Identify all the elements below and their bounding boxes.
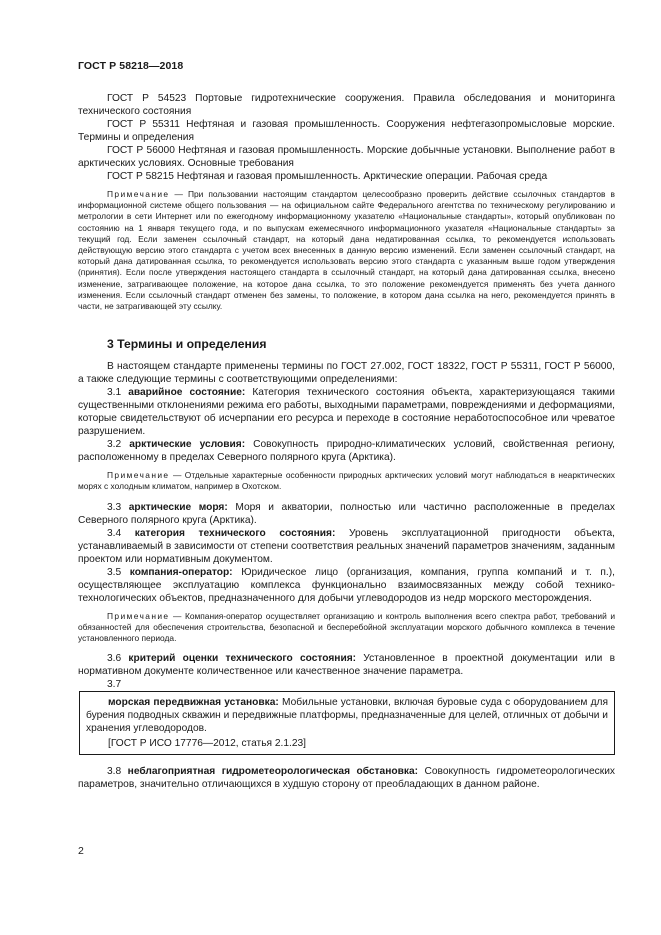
section-title: 3 Термины и определения <box>107 337 267 352</box>
term-3-1: 3.1 аварийное состояние: Категория технического состояния объекта, характеризующаяся такими существенными отклонениями режима его работы, выходными параметрами, повреждениями и деформациями, которые свидетельствуют об исчерпании его ресурса и переходе в состояние неработоспособное или чреватое разрушением. <box>78 387 615 438</box>
reference-item: ГОСТ Р 56000 Нефтяная и газовая промышленность. Морские добычные установки. Выполнение работ в арктических условиях. Основные требования <box>78 145 615 169</box>
page-number: 2 <box>78 845 84 857</box>
term-3-7-number: 3.7 <box>107 679 122 691</box>
note-label: Примечание <box>107 470 170 481</box>
term-definition: Установленное в проектной документации или в нормативном документе количественное или качественное значение параметра. <box>78 653 615 678</box>
term-definition: Моря и акватории, полностью или частично расположенные в пределах Северного полярного круга (Арктика). <box>78 501 615 526</box>
term-name: морская передвижная установка: <box>108 697 279 709</box>
term-name: неблагоприятная гидрометеорологическая обстановка: <box>127 766 419 778</box>
page-header: ГОСТ Р 58218—2018 <box>78 60 184 72</box>
note-label: Примечание <box>107 189 170 199</box>
term-3-3: 3.3 арктические моря: Моря и акватории, полностью или частично расположенные в пределах Северного полярного круга (Арктика). <box>78 501 615 526</box>
note-text: — При пользовании настоящим стандартом целесообразно проверить действие ссылочных стандартов в информационной системе общего пользования — на официальном сайте Федерального агентства по техническому регулированию и метрологии в сети Интернет или по ежегодному информационному указателю «Национальные стандарты», который опубликован по состоянию на 1 января текущего года, и по выпускам ежемесячного информационного указателя «Национальные стандарты» за текущий год. Если заменен ссылочный стандарт, на который дана недатированная ссылка, то рекомендуется использовать действующую версию этого стандарта с учетом всех внесенных в данную версию изменений. Если заменен ссылочный стандарт, на который дана датированная ссылка, то рекомендуется использовать версию этого стандарта с указанным выше годом утверждения (принятия). Если после утверждения настоящего стандарта в ссылочный стандарт, на который дана датированная ссылка, внесено изменение, затрагивающее положение, на которое дана ссылка, то это положение рекомендуется применять без учета данного изменения. Если ссылочный стандарт отменен без замены, то положение, в котором дана ссылка на него, рекомендуется принять в части, не затрагивающей эту ссылку. <box>78 189 615 312</box>
term-definition: Совокупность природно-климатических условий, свойственная региону, расположенному в пределах Северного полярного круга (Арктика). <box>78 439 615 464</box>
term-name: критерий оценки технического состояния: <box>128 653 357 665</box>
reference-item: ГОСТ Р 58215 Нефтяная и газовая промышленность. Арктические операции. Рабочая среда <box>107 171 548 182</box>
term-source: [ГОСТ Р ИСО 17776—2012, статья 2.1.23] <box>108 738 307 750</box>
term-3-5: 3.5 компания-оператор: Юридическое лицо (организация, компания, группа компаний и т. п.), осуществляющее эксплуатацию комплекса функционально взаимосвязанных между собой технико-технологических объектов, предназначенного для добычи углеводородов из недр морского месторождения. <box>78 566 615 604</box>
term-definition: Категория технического состояния объекта, характеризующаяся такими существенными отклонениями режима его работы, выходными параметрами, повреждениями и деформациями, которые свидетельствуют об исчерпании его ресурса и переходе в состояние неработоспособное или чреватое разрушением. <box>78 387 615 438</box>
term-3-7-box <box>79 691 615 755</box>
note-text: — Отдельные характерные особенности природных арктических условий могут наблюдаться в неарктических морях с холодным климатом, например в Охотском. <box>78 470 615 492</box>
reference-item: ГОСТ Р 54523 Портовые гидротехнические сооружения. Правила обследования и мониторинга технического состояния <box>78 93 615 117</box>
term-name: арктические условия: <box>129 439 246 451</box>
term-3-4: 3.4 категория технического состояния: Уровень эксплуатационной пригодности объекта, устанавливаемый в зависимости от степени соответствия реальных значений параметров значениям, заданным проектом или нормативным документом. <box>78 527 616 565</box>
term-name: арктические моря: <box>128 501 228 513</box>
term-3-6: 3.6 критерий оценки технического состояния: Установленное в проектной документации или в нормативном документе количественное или качественное значение параметра. <box>78 653 615 678</box>
document-body <box>78 92 615 791</box>
term-name: аварийное состояние: <box>128 387 246 399</box>
reference-item: ГОСТ Р 55311 Нефтяная и газовая промышленность. Сооружения нефтегазопромысловые морские. Термины и определения <box>78 119 615 143</box>
term-name: категория технического состояния: <box>134 527 336 539</box>
term-3-2: 3.2 арктические условия: Совокупность природно-климатических условий, свойственная региону, расположенному в пределах Северного полярного круга (Арктика). <box>78 439 615 464</box>
note-3-2 <box>78 470 615 492</box>
term-definition: Мобильные установки, включая буровые суда с оборудованием для бурения подводных скважин и передвижные платформы, предназначенные для целей, отличных от добычи и хранения углеводородов. <box>86 697 608 735</box>
note-3-5 <box>78 611 615 645</box>
term-name: компания-оператор: <box>129 566 233 578</box>
term-definition: Юридическое лицо (организация, компания, группа компаний и т. п.), осуществляющее эксплуатацию комплекса функционально взаимосвязанных между собой технико-технологических объектов, предназначенного для добычи углеводородов из недр морского месторождения. <box>78 566 615 604</box>
term-definition: Уровень эксплуатационной пригодности объекта, устанавливаемый в зависимости от степени соответствия реальных значений параметров значениям, заданным проектом или нормативным документом. <box>78 527 616 565</box>
section-intro: В настоящем стандарте применены термины по ГОСТ 27.002, ГОСТ 18322, ГОСТ Р 55311, ГОСТ Р 56000, а также следующие термины с соответствующими определениями: <box>78 361 615 386</box>
note-text: — Компания-оператор осуществляет организацию и контроль выполнения всего спектра работ, требований и обязанностей для обеспечения строительства, безопасной и бесперебойной эксплуатации морского добычного комплекса в течение установленного периода. <box>78 610 615 644</box>
note-label: Примечание <box>107 610 170 621</box>
note-references <box>78 189 615 312</box>
term-definition: Совокупность гидрометеорологических параметров, значительно отличающихся в худшую сторону от преобладающих в данном районе. <box>78 766 615 791</box>
term-3-7 <box>86 696 608 735</box>
term-3-8: 3.8 неблагоприятная гидрометеорологическая обстановка: Совокупность гидрометеорологических параметров, значительно отличающихся в худшую сторону от преобладающих в данном районе. <box>78 766 615 791</box>
